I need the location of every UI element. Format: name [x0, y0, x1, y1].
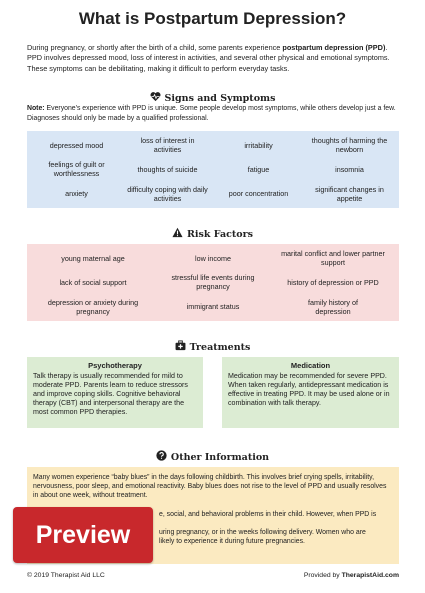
symptom-item: fatigue: [247, 164, 270, 174]
symptom-item: thoughts of harming the newborn: [311, 136, 388, 155]
psychotherapy-text: Talk therapy is usually recommended for mild to moderate PPD. Parents learn to reduce stressors and improve coping skills. Cognitive behavioral therapy (CBT) and interpersonal therapy are the most common PPD therapies.: [33, 372, 188, 416]
medication-title: Medication: [290, 361, 331, 370]
provider-link[interactable]: TherapistAid.com: [341, 572, 399, 579]
intro-text-end: . PPD involves depressed mood, loss of interest in activities, and several other physical and emotional symptoms. These symptoms can be debilitating, making it difficult to perform everyday tasks.: [27, 43, 390, 73]
symptom-item: depressed mood: [49, 140, 104, 150]
treatments-heading: [0, 340, 425, 353]
symptoms-heading: [0, 91, 425, 104]
treatments-heading-label: Treatments: [189, 342, 251, 353]
other-paragraph-3-line-2: likely to experience it during future pregnancies.: [159, 538, 305, 546]
risk-item: immigrant status: [186, 302, 240, 312]
symptoms-heading-label: Signs and Symptoms: [164, 93, 276, 104]
other-paragraph-2: e, social, and behavioral problems in their child. However, when PPD is: [159, 510, 377, 518]
symptom-item: anxiety: [65, 189, 88, 199]
risk-item: lack of social support: [59, 277, 127, 287]
note-label: Note:: [27, 105, 45, 112]
risk-item: history of depression or PPD: [287, 277, 379, 287]
symptom-item: significant changes in appetite: [315, 184, 384, 203]
symptoms-note: [27, 104, 399, 123]
symptom-item: insomnia: [335, 164, 364, 174]
psychotherapy-title: Psychotherapy: [88, 361, 142, 370]
risk-item: low income: [195, 253, 231, 263]
copyright: © 2019 Therapist Aid LLC: [27, 572, 105, 579]
intro-bold-term: postpartum depression (PPD): [282, 43, 386, 52]
provided-by-prefix: Provided by: [303, 572, 342, 579]
risks-heading-label: Risk Factors: [187, 229, 253, 240]
medication-box: [222, 357, 399, 428]
question-circle-icon: [156, 450, 167, 461]
symptom-item: difficulty coping with daily activities: [127, 184, 208, 203]
risk-item: marital conflict and lower partner support: [281, 249, 385, 268]
medication-text: Medication may be recommended for severe PPD. When taken regularly, antidepressant medication is effective in treating PPD. It may be used alone or in combination with talk therapy.: [228, 372, 390, 407]
symptom-item: irritability: [244, 140, 273, 150]
note-text: Everyone's experience with PPD is unique. Some people develop most symptoms, while others develop just a few. Diagnoses should only be made by a qualified professional.: [27, 105, 396, 122]
other-heading: [0, 450, 425, 463]
symptoms-grid: [27, 131, 399, 208]
psychotherapy-box: [27, 357, 203, 428]
risk-item: stressful life events during pregnancy: [171, 273, 255, 292]
risk-item: family history of depression: [308, 297, 358, 316]
other-heading-label: Other Information: [170, 452, 270, 463]
symptom-item: feelings of guilt or worthlessness: [48, 160, 105, 179]
intro-text-start: During pregnancy, or shortly after the birth of a child, some parents experience: [27, 43, 283, 52]
other-paragraph-3-line-1: uring pregnancy, or in the weeks following delivery. Women who are: [159, 528, 366, 536]
risk-item: young maternal age: [61, 253, 125, 263]
other-paragraph-1: Many women experience “baby blues” in the days following childbirth. This involves brief crying spells, irritability, nervousness, poor sleep, and emotional reactivity. Baby blues does not rise to the level of PPD and usually resolves in about one week, without treatment.: [33, 474, 387, 500]
intro-paragraph: [27, 43, 399, 74]
symptom-item: thoughts of suicide: [137, 164, 198, 174]
page-title: What is Postpartum Depression?: [78, 9, 347, 28]
symptom-item: poor concentration: [228, 189, 289, 199]
symptom-item: loss of interest in activities: [140, 136, 195, 155]
risks-grid: [27, 244, 399, 321]
first-aid-kit-icon: [175, 340, 186, 351]
warning-icon: [172, 227, 183, 238]
heart-pulse-icon: [150, 91, 161, 102]
preview-badge[interactable]: Preview: [13, 507, 153, 563]
provided-by: [304, 572, 399, 579]
risks-heading: [0, 227, 425, 240]
risk-item: depression or anxiety during pregnancy: [47, 297, 139, 316]
